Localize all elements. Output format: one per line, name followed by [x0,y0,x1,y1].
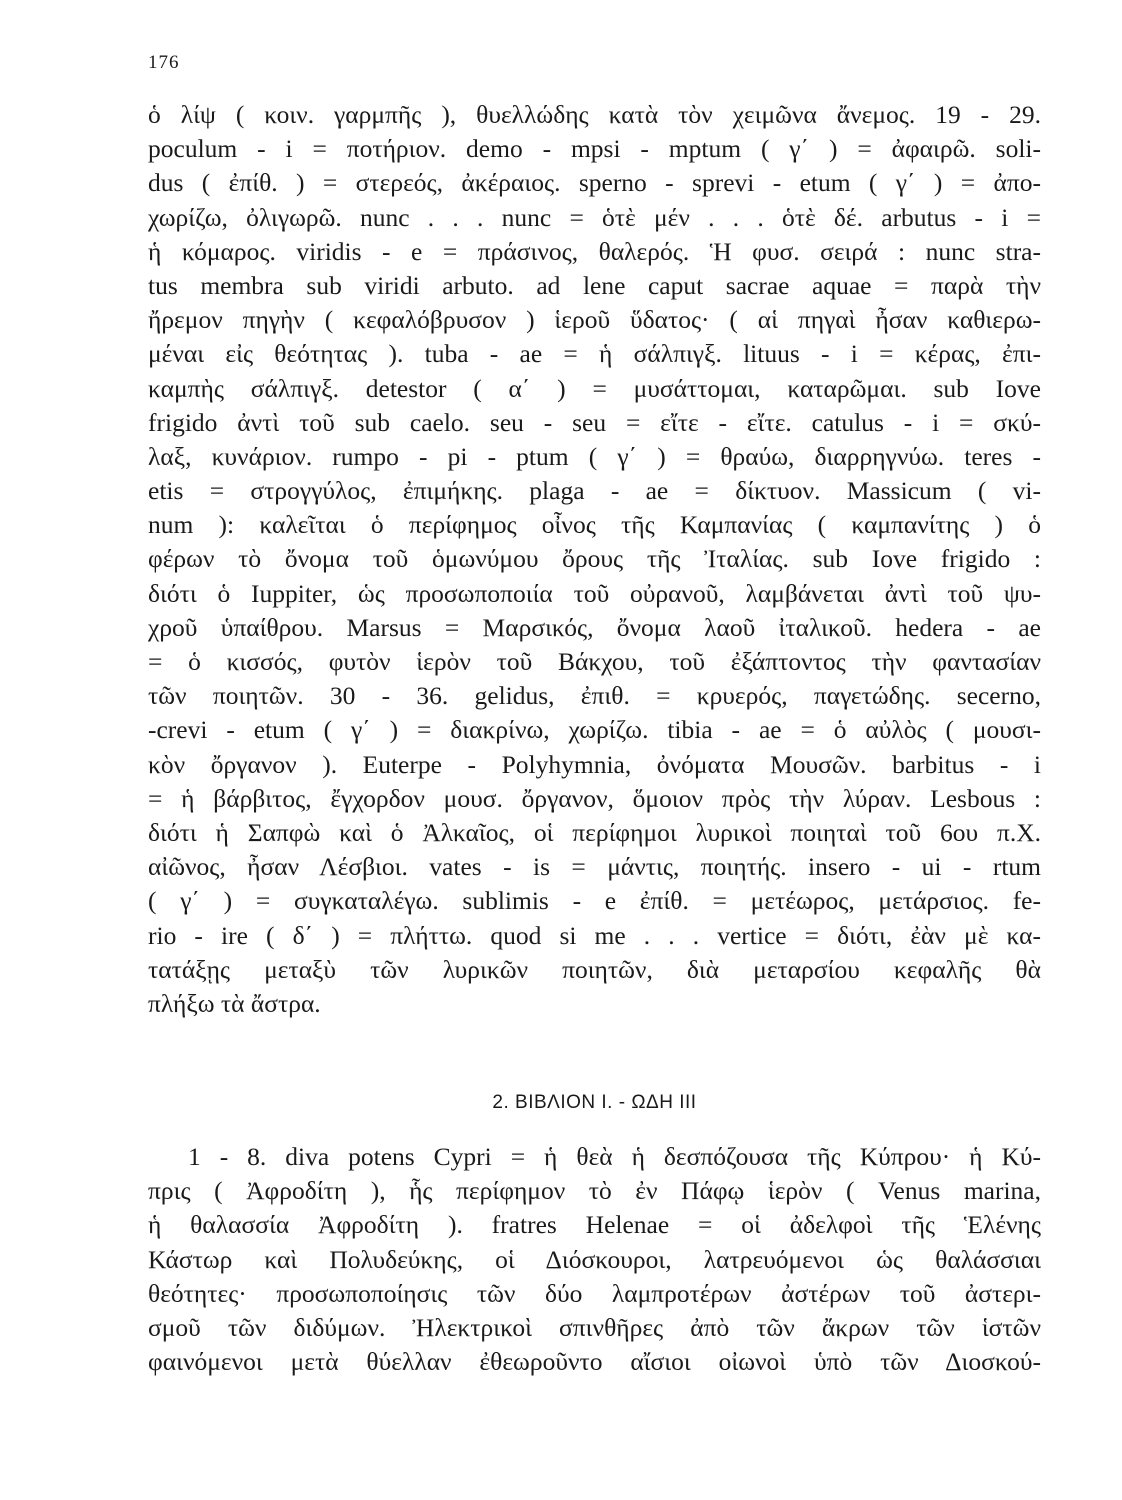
text-line: ἡ κόμαρος. viridis - e = πράσινος, θαλερός. Ἡ φυσ. σειρά : nunc stra- [148,236,1041,266]
text-line: θεότητες· προσωποποίησις τῶν δύο λαμπροτέρων ἀστέρων τοῦ ἀστερι- [148,1278,1041,1308]
text-line: μέναι εἰς θεότητας ). tuba - ae = ἡ σάλπιγξ. lituus - i = κέρας, ἐπι- [148,339,1041,369]
section-heading: 2. ΒΙΒΛΙΟΝ Ι. - ΩΔΗ ΙΙΙ [492,1092,697,1113]
text-line: τατάξῃς μεταξὺ τῶν λυρικῶν ποιητῶν, διὰ μεταρσίου κεφαλῆς θὰ [148,954,1041,984]
text-line: etis = στρογγύλος, ἐπιμήκης. plaga - ae = δίκτυον. Massicum ( vi- [148,476,1041,506]
text-line: dus ( ἐπίθ. ) = στερεός, ἀκέραιος. sperno - sprevi - etum ( γ΄ ) = ἀπο- [148,168,1041,198]
text-line: λαξ, κυνάριον. rumpo - pi - ptum ( γ΄ ) = θραύω, διαρρηγνύω. teres - [148,441,1041,471]
text-line: καμπὴς σάλπιγξ. detestor ( α΄ ) = μυσάττομαι, καταρῶμαι. sub Iove [148,373,1041,403]
text-line: frigido ἀντὶ τοῦ sub caelo. seu - seu = εἴτε - εἴτε. catulus - i = σκύ- [148,407,1041,437]
text-line: ἤρεμον πηγὴν ( κεφαλόβρυσον ) ἱεροῦ ὕδατος· ( αἱ πηγαὶ ἦσαν καθιερω- [148,305,1041,335]
text-line: -crevi - etum ( γ΄ ) = διακρίνω, χωρίζω. tibia - ae = ὁ αὐλὸς ( μουσι- [148,715,1041,745]
text-line: φαινόμενοι μετὰ θύελλαν ἐθεωροῦντο αἴσιοι οἰωνοὶ ὑπὸ τῶν Διοσκού- [148,1347,1041,1377]
text-line: rio - ire ( δ΄ ) = πλήττω. quod si me . . . vertice = διότι, ἐὰν μὲ κα- [148,920,1041,950]
text-line: φέρων τὸ ὄνομα τοῦ ὁμωνύμου ὄρους τῆς Ἰταλίας. sub Iove frigido : [148,544,1041,574]
text-line: διότι ὁ Iuppiter, ὡς προσωποποιία τοῦ οὐρανοῦ, λαμβάνεται ἀντὶ τοῦ ψυ- [148,578,1041,608]
text-line: τῶν ποιητῶν. 30 - 36. gelidus, ἐπιθ. = κρυερός, παγετώδης. secerno, [148,681,1041,711]
text-line: tus membra sub viridi arbuto. ad lene caput sacrae aquae = παρὰ τὴν [148,270,1041,300]
text-line: ὁ λίψ ( κοιν. γαρμπῆς ), θυελλώδης κατὰ τὸν χειμῶνα ἄνεμος. 19 - 29. [148,100,1041,129]
text-line: poculum - i = ποτήριον. demo - mpsi - mptum ( γ΄ ) = ἀφαιρῶ. soli- [148,134,1041,164]
text-line: = ὁ κισσός, φυτὸν ἱερὸν τοῦ Βάκχου, τοῦ ἐξάπτοντος τὴν φαντασίαν [148,647,1041,676]
text-line: = ἡ βάρβιτος, ἔγχορδον μουσ. ὄργανον, ὅμοιον πρὸς τὴν λύραν. Lesbous : [148,783,1041,813]
page-number: 176 [148,52,180,73]
commentary-block-ode-ii [148,98,1041,1021]
text-line: σμοῦ τῶν διδύμων. Ἠλεκτρικοὶ σπινθῆρες ἀπὸ τῶν ἄκρων τῶν ἱστῶν [148,1312,1041,1342]
text-line: 1 - 8. diva potens Cypri = ἡ θεὰ ἡ δεσπόζουσα τῆς Κύπρου· ἡ Κύ- [188,1142,1041,1171]
text-line: χροῦ ὑπαίθρου. Marsus = Μαρσικός, ὄνομα λαοῦ ἰταλικοῦ. hedera - ae [148,612,1041,642]
commentary-block-ode-iii [148,1140,1041,1379]
text-line: χωρίζω, ὀλιγωρῶ. nunc . . . nunc = ὁτὲ μέν . . . ὁτὲ δέ. arbutus - i = [148,202,1041,232]
text-line: κὸν ὄργανον ). Euterpe - Polyhymnia, ὀνόματα Μουσῶν. barbitus - i [148,749,1041,779]
text-line: διότι ἡ Σαπφὼ καὶ ὁ Ἀλκαῖος, οἱ περίφημοι λυρικοὶ ποιηταὶ τοῦ 6ου π.Χ. [148,817,1041,847]
text-line: ἡ θαλασσία Ἀφροδίτη ). fratres Helenae = οἱ ἀδελφοὶ τῆς Ἑλένης [148,1210,1041,1240]
text-line: αἰῶνος, ἦσαν Λέσβιοι. vates - is = μάντις, ποιητής. insero - ui - rtum [148,852,1041,882]
text-line: ( γ΄ ) = συγκαταλέγω. sublimis - e ἐπίθ. = μετέωρος, μετάρσιος. fe- [148,886,1041,916]
text-line: πρις ( Ἀφροδίτη ), ἧς περίφημον τὸ ἐν Πάφῳ ἱερὸν ( Venus marina, [148,1176,1041,1206]
text-line: num ): καλεῖται ὁ περίφημος οἶνος τῆς Καμπανίας ( καμπανίτης ) ὁ [148,510,1041,540]
text-line: πλήξω τὰ ἄστρα. [148,988,321,1018]
text-line: Κάστωρ καὶ Πολυδεύκης, οἱ Διόσκουροι, λατρευόμενοι ὡς θαλάσσιαι [148,1244,1041,1274]
